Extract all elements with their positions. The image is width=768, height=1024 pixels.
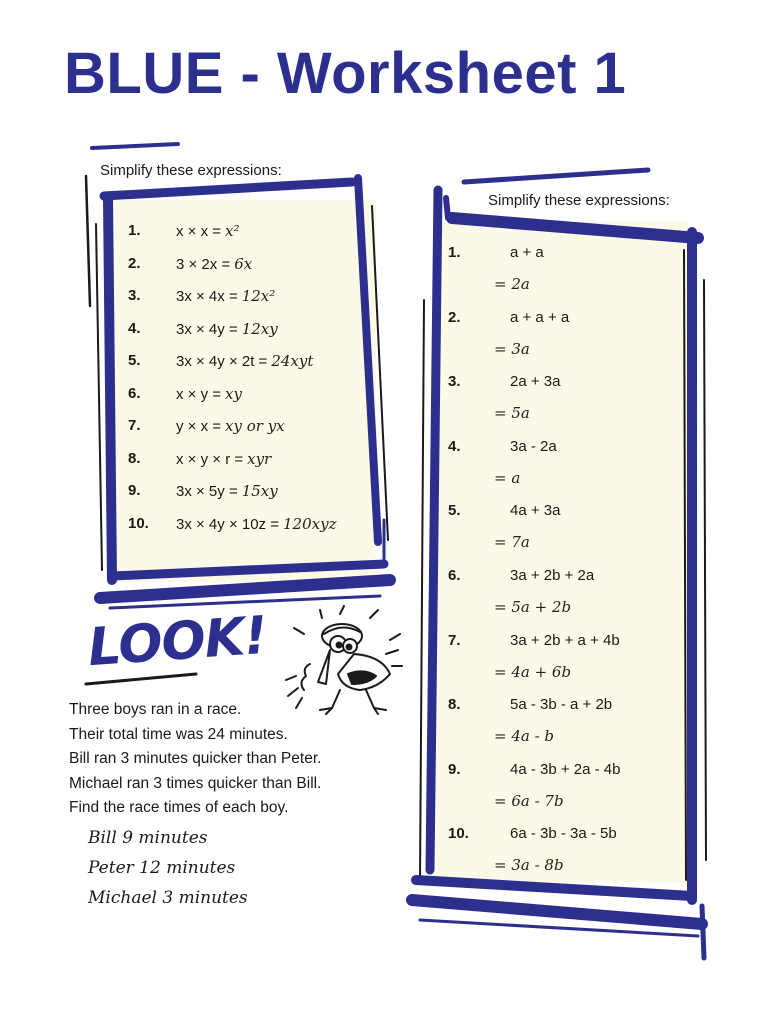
item-expression: a + a [510,244,544,261]
item-number: 9. [128,482,141,499]
item-answer: x² [225,222,240,240]
item-expression: 3x × 4y × 10z = [176,515,279,533]
item-number: 4. [448,437,461,455]
answer-line: Bill 9 minutes [88,828,208,848]
word-problem [69,698,321,821]
word-problem-answers [88,823,248,913]
item-number: 3. [128,287,141,304]
item-expression: x × x = [176,223,222,240]
problem-line: Bill ran 3 minutes quicker than Peter. [69,750,322,767]
item-expression: 4a - 3b + 2a - 4b [510,760,621,778]
item-answer: xy or yx [225,417,285,435]
item-expression: 3a + 2b + a + 4b [510,631,620,649]
item-number: 5. [128,352,141,369]
problem-line: Find the race times of each boy. [69,799,289,816]
right-panel-heading: Simplify these expressions: [488,192,670,209]
item-answer: = 4a + 6b [494,662,572,681]
item-expression: x × y = [176,385,222,403]
item-number: 8. [448,696,461,714]
item-expression: 3a - 2a [510,437,557,455]
item-answer: = 6a - 7b [494,791,564,810]
item-number: 9. [448,760,461,778]
item-number: 10. [128,514,149,532]
problem-line: Their total time was 24 minutes. [69,725,288,743]
left-panel-heading: Simplify these expressions: [100,162,282,179]
item-expression: 3x × 5y = [176,483,238,500]
item-expression: 3x × 4x = [176,288,238,305]
item-expression: 6a - 3b - 3a - 5b [510,825,617,843]
item-answer: = a [494,468,521,487]
item-answer: xy [225,384,242,403]
item-answer: = 7a [494,533,530,552]
item-number: 6. [448,567,461,584]
item-number: 2. [128,254,141,272]
item-answer: = 4a - b [494,727,555,746]
page-title: BLUE - Worksheet 1 [64,41,627,106]
item-expression: 5a - 3b - a + 2b [510,696,613,714]
item-expression: 3a + 2b + 2a [510,567,595,584]
item-answer: xyr [247,449,272,468]
item-expression: 3x × 4y = [176,320,238,338]
answer-line: Michael 3 minutes [88,888,248,908]
item-answer: 120xyz [283,514,337,533]
item-expression: 3 × 2x = [176,255,231,273]
item-answer: 15xy [241,482,278,500]
item-number: 1. [448,244,461,261]
item-answer: 6x [234,254,253,273]
item-number: 1. [128,222,141,239]
item-answer: = 5a [494,404,530,423]
item-number: 8. [128,449,141,467]
item-answer: = 5a + 2b [494,598,572,616]
item-answer: = 3a [494,339,530,358]
item-answer: = 2a [494,275,530,293]
item-answer: = 3a - 8b [494,856,564,875]
item-number: 2. [448,308,461,326]
item-number: 7. [128,417,141,434]
item-number: 3. [448,373,461,391]
item-expression: 2a + 3a [510,373,561,391]
item-number: 5. [448,502,461,520]
problem-line: Three boys ran in a race. [69,701,242,718]
answer-line: Peter 12 minutes [88,858,236,878]
item-expression: 3x × 4y × 2t = [176,353,268,370]
item-expression: y × x = [176,418,222,435]
item-number: 10. [448,825,469,843]
item-answer: 24xyt [271,352,314,370]
problem-line: Michael ran 3 times quicker than Bill. [69,774,322,792]
item-number: 4. [128,319,141,337]
item-number: 6. [128,384,141,402]
item-expression: 4a + 3a [510,502,561,520]
item-number: 7. [448,631,461,649]
item-expression: a + a + a [510,308,570,326]
look-heading: LOOK! [86,605,269,679]
item-expression: x × y × r = [176,450,244,468]
item-answer: 12x² [241,287,276,305]
item-answer: 12xy [241,319,278,338]
